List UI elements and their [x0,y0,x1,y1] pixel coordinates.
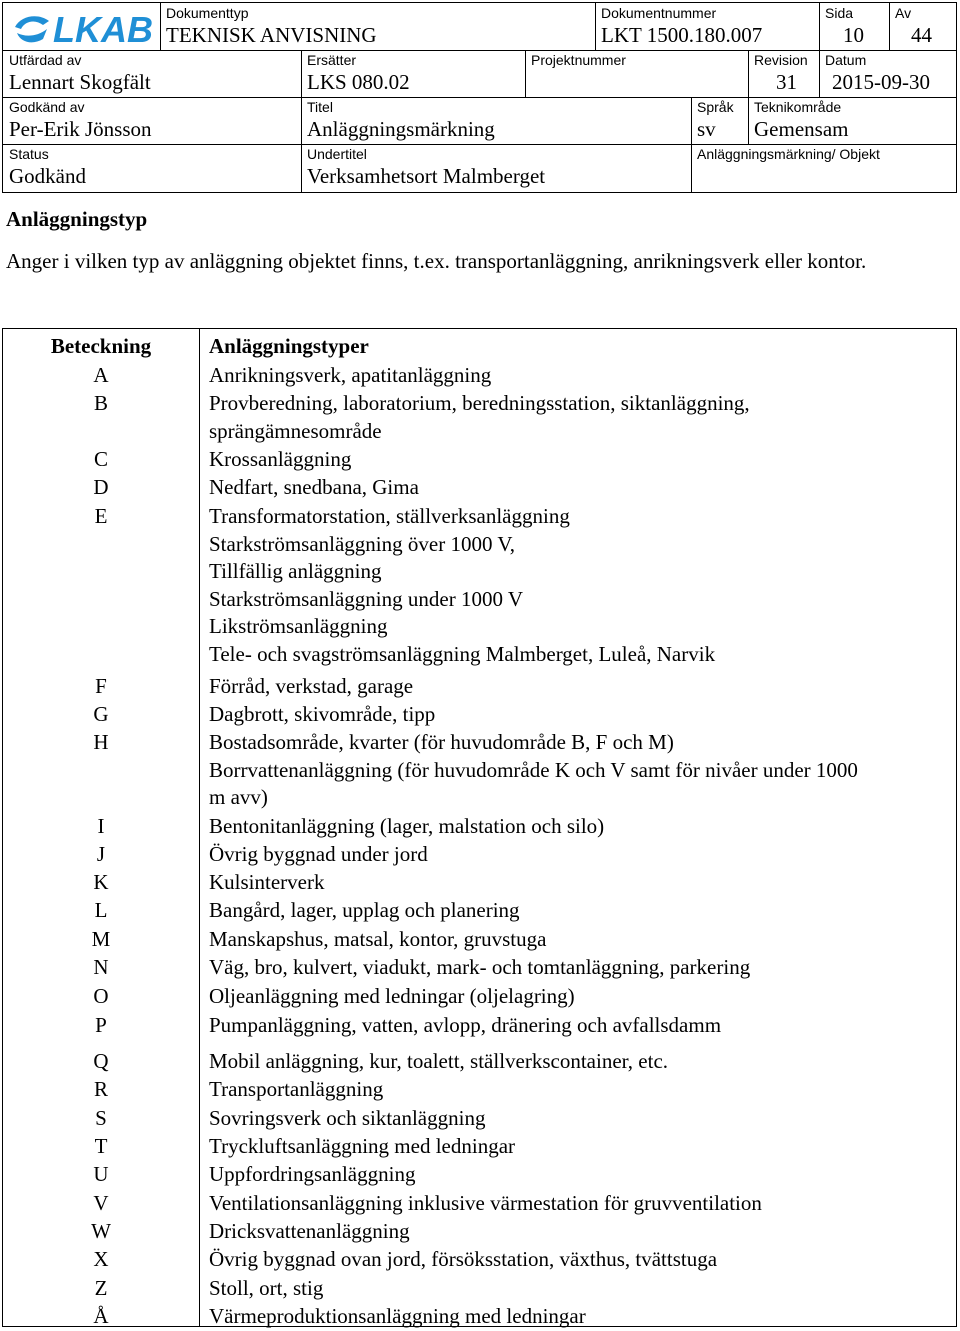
sprak-cell [691,97,748,144]
description-line: Kulsinterverk [209,870,325,894]
description-line: m avv) [209,785,268,809]
status-cell [3,144,301,192]
row-description [209,1133,949,1161]
description-line: Väg, bro, kulvert, viadukt, mark- och tomtanläggning, parkering [209,955,751,979]
col-header-anlaggningstyper: Anläggningstyper [209,334,369,358]
row-code: Å [93,1304,109,1328]
undertitel-cell [301,144,691,192]
row-description [209,1275,949,1303]
ersatter-value: LKS 080.02 [307,70,410,94]
description-line: Uppfordringsanläggning [209,1162,416,1186]
row-description [209,869,949,897]
description-line: Pumpanläggning, vatten, avlopp, dränering och avfallsdamm [209,1013,722,1037]
row-description [209,841,949,869]
teknikomrade-value: Gemensam [754,117,849,141]
row-code: O [93,984,109,1008]
dokumenttyp-cell [160,3,595,50]
row-code: D [93,475,109,499]
dokumenttyp-value: TEKNISK ANVISNING [166,23,377,47]
description-line: Anrikningsverk, apatitanläggning [209,363,492,387]
sida-value: 10 [843,23,864,47]
row-code: L [94,898,108,922]
description-line: Dagbrott, skivområde, tipp [209,702,436,726]
row-code: M [91,927,111,951]
description-line: Oljeanläggning med ledningar (oljelagring) [209,984,575,1008]
projektnummer-label: Projektnummer [531,52,626,68]
row-code: S [95,1106,107,1130]
description-line: Mobil anläggning, kur, toalett, ställverkscontainer, etc. [209,1049,669,1073]
row-description [209,1190,949,1218]
lkab-logo [13,11,158,45]
row-code: C [93,447,108,471]
description-line: Starkströmsanläggning över 1000 V, [209,531,516,556]
row-description [209,813,949,841]
teknikomrade-cell [748,97,956,144]
logo-text: LKAB [53,11,153,45]
row-code: T [94,1134,108,1158]
row-description [209,1218,949,1246]
sprak-label: Språk [697,99,734,115]
row-description [209,1048,949,1076]
row-code: P [95,1013,107,1037]
row-code: R [93,1077,108,1101]
row-description [209,954,949,982]
av-label: Av [895,5,912,21]
undertitel-label: Undertitel [307,146,367,162]
description-line: Tillfällig anläggning [209,559,382,583]
row-description [209,673,949,701]
row-description [209,897,949,925]
row-code: W [91,1219,111,1243]
row-description [209,1246,949,1274]
section-heading: Anläggningstyp [6,207,148,231]
godkand-av-label: Godkänd av [9,99,85,115]
row-description [209,503,949,668]
kategori-label: Anläggningsmärkning/ Objekt [697,146,880,162]
sprak-value: sv [697,117,716,141]
row-code: X [93,1247,109,1271]
row-description [209,926,949,954]
titel-cell [301,97,691,144]
description-line: Övrig byggnad ovan jord, försöksstation, växthus, tvättstuga [209,1247,718,1271]
description-line: Provberedning, laboratorium, beredningsstation, siktanläggning, [209,391,750,415]
datum-cell [819,50,956,97]
row-code: B [93,391,108,415]
teknikomrade-label: Teknikområde [754,99,842,115]
description-line: Likströmsanläggning [209,614,388,638]
description-line: Dricksvattenanläggning [209,1219,410,1243]
description-line: Sovringsverk och siktanläggning [209,1106,486,1130]
revision-cell [748,50,819,97]
row-code: Z [94,1276,108,1300]
row-code: J [96,842,106,866]
row-code: U [93,1162,109,1186]
datum-value: 2015-09-30 [832,70,930,94]
row-code: Q [93,1049,109,1073]
description-line: Nedfart, snedbana, Gima [209,475,419,499]
description-line: Bangård, lager, upplag och planering [209,898,520,922]
sida-cell [819,3,889,50]
revision-value: 31 [776,70,797,94]
description-line: Transportanläggning [209,1077,384,1101]
description-line: Stoll, ort, stig [209,1276,324,1300]
row-code: I [97,814,105,838]
titel-value: Anläggningsmärkning [307,117,495,141]
godkand-av-value: Per-Erik Jönsson [9,117,152,141]
utfardad-cell [3,50,301,97]
description-line: Bentonitanläggning (lager, malstation och silo) [209,814,605,838]
utfardad-label: Utfärdad av [9,52,82,68]
row-description [209,1161,949,1189]
revision-label: Revision [754,52,808,68]
av-cell [889,3,956,50]
description-line: Värmeproduktionsanläggning med ledningar [209,1304,586,1328]
section-intro: Anger i vilken typ av anläggning objektet finns, t.ex. transportanläggning, anrikningsverk eller kontor. [6,249,867,273]
undertitel-value: Verksamhetsort Malmberget [307,164,546,188]
utfardad-value: Lennart Skogfält [9,70,151,94]
row-description [209,983,949,1011]
description-line: Ventilationsanläggning inklusive värmestation för gruvventilation [209,1191,762,1215]
document-header [2,2,957,193]
row-description [209,1012,949,1040]
description-line: Tryckluftsanläggning med ledningar [209,1134,516,1158]
titel-label: Titel [307,99,333,115]
description-line: Starkströmsanläggning under 1000 V [209,586,523,611]
projektnummer-cell [525,50,748,97]
row-code: V [93,1191,109,1215]
row-code: F [95,674,107,698]
dokumentnummer-value: LKT 1500.180.007 [601,23,763,47]
row-code: N [93,955,109,979]
description-line: Manskapshus, matsal, kontor, gruvstuga [209,927,547,951]
row-description [209,1076,949,1104]
datum-label: Datum [825,52,867,68]
row-code: G [93,702,109,726]
dokumenttyp-label: Dokumenttyp [166,5,249,21]
description-line: Förråd, verkstad, garage [209,674,414,698]
row-code: K [93,870,109,894]
row-description [209,701,949,729]
row-code: H [93,730,109,754]
row-description [209,446,949,474]
row-code: E [94,504,108,528]
kategori-cell [691,144,956,192]
anlaggningstyper-table [2,328,957,1327]
av-value: 44 [911,23,932,47]
row-description [209,1105,949,1133]
col-header-beteckning: Beteckning [50,334,152,358]
godkand-av-cell [3,97,301,144]
row-description [209,1303,949,1331]
row-description [209,390,949,445]
description-line: Krossanläggning [209,447,352,471]
row-description [209,729,949,812]
description-line: Övrig byggnad under jord [209,842,428,866]
status-value: Godkänd [9,164,86,188]
ersatter-label: Ersätter [307,52,357,68]
ersatter-cell [301,50,525,97]
row-code: A [93,363,109,387]
dokumentnummer-label: Dokumentnummer [601,5,717,21]
dokumentnummer-cell [595,3,819,50]
row-description [209,474,949,502]
status-label: Status [9,146,49,162]
sida-label: Sida [825,5,854,21]
row-description [209,362,949,390]
description-line: sprängämnesområde [209,418,382,443]
description-line: Tele- och svagströmsanläggning Malmberget, Luleå, Narvik [209,641,716,666]
description-line: Bostadsområde, kvarter (för huvudområde B, F och M) [209,730,674,754]
description-line: Transformatorstation, ställverksanläggning [209,504,570,528]
description-line: Borrvattenanläggning (för huvudområde K och V samt för nivåer under 1000 [209,757,858,782]
